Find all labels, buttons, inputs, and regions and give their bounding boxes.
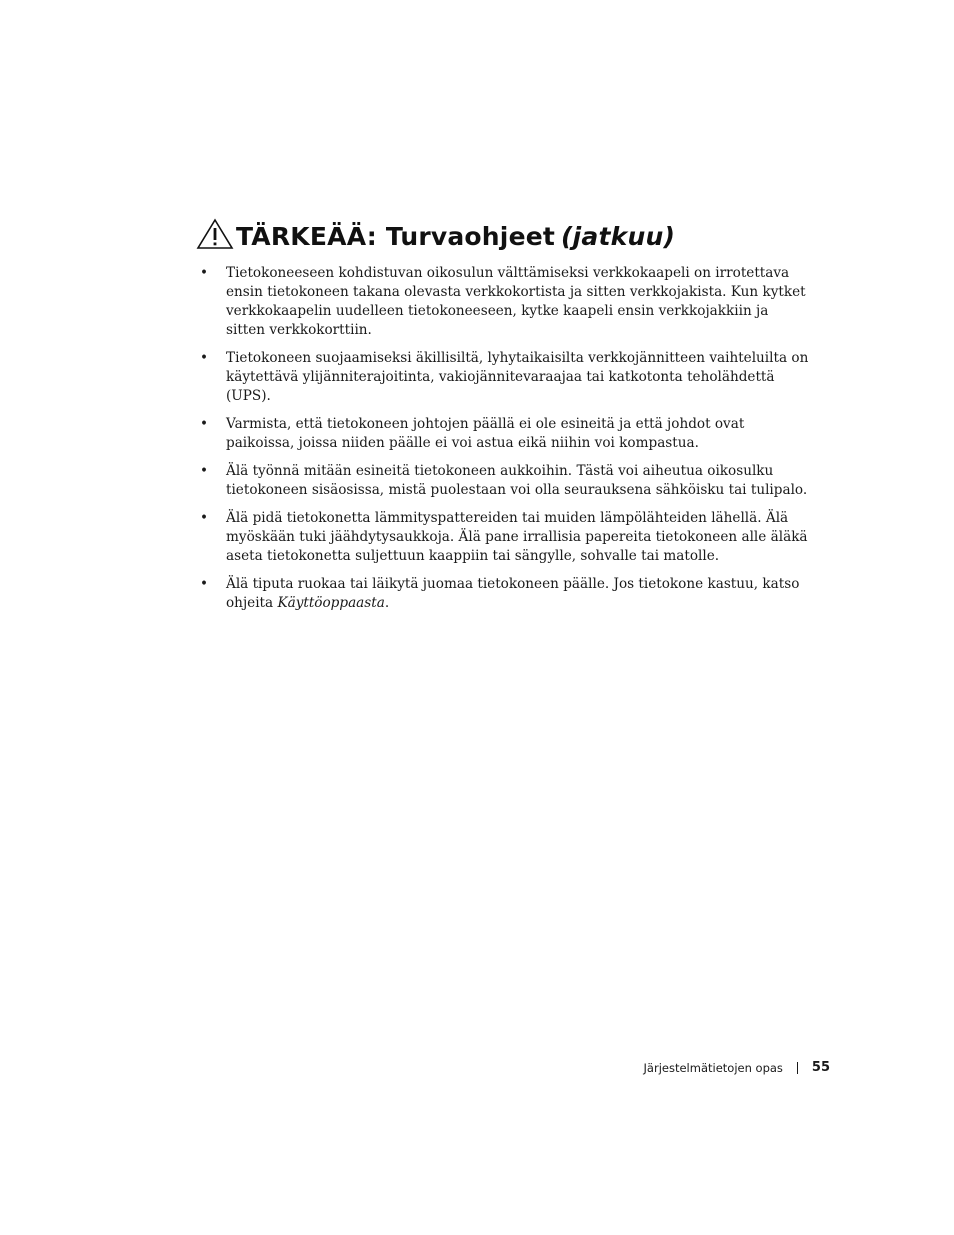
list-item-text: Tietokoneen suojaamiseksi äkillisiltä, lyhytaikaisilta verkkojännitteen vaihteluilta on käytettävä ylijänniterajoitinta, vakiojännitevaraajaa tai katkotonta teholähdettä (UPS). [226, 350, 809, 404]
manual-title: Käyttöoppaasta [277, 595, 385, 611]
page-number: 55 [811, 1060, 830, 1075]
bullet: • [200, 265, 209, 281]
heading-title: TÄRKEÄÄ: Turvaohjeet [236, 222, 556, 251]
section-heading [196, 222, 675, 251]
list-item [198, 264, 810, 340]
bullet: • [200, 416, 209, 432]
heading-continued: (jatkuu) [561, 222, 676, 251]
bullet: • [200, 576, 209, 592]
footer-divider [797, 1062, 798, 1074]
list-item-text: Älä pidä tietokonetta lämmityspattereiden tai muiden lämpölähteiden lähellä. Älä myöskään tuki jäähdytysaukkoja. Älä pane irrallisia papereita tietokoneen alle äläkä aseta tietokonetta suljettuun kaappiin tai sängylle, sohvalle tai matolle. [226, 510, 808, 564]
list-item [198, 509, 810, 566]
bullet: • [200, 350, 209, 366]
bullet: • [200, 510, 209, 526]
bullet: • [200, 463, 209, 479]
safety-list [198, 264, 810, 622]
list-item-text: Varmista, että tietokoneen johtojen päällä ei ole esineitä ja että johdot ovat paikoissa, joissa niiden päälle ei voi astua eikä niihin voi kompastua. [226, 416, 745, 451]
list-item-text: Tietokoneeseen kohdistuvan oikosulun välttämiseksi verkkokaapeli on irrotettava ensin tietokoneen takana olevasta verkkokortista ja sitten verkkojakista. Kun kytket verkkokaapelin uudelleen tietokoneeseen, kytke kaapeli ensin verkkojakkiin ja sitten verkkokorttiin. [226, 265, 806, 338]
list-item [198, 462, 810, 500]
warning-triangle-icon [196, 218, 234, 250]
list-item-text: Älä työnnä mitään esineitä tietokoneen aukkoihin. Tästä voi aiheutua oikosulku tietokoneen sisäosissa, mistä puolestaan voi olla seurauksena sähköisku tai tulipalo. [226, 463, 808, 498]
list-item [198, 349, 810, 406]
list-item-text-start: Älä tiputa ruokaa tai läikytä juomaa tietokoneen päälle. Jos tietokone kastuu, katso ohjeita [226, 576, 800, 611]
list-item [198, 415, 810, 453]
page-footer [644, 1060, 830, 1075]
list-item-text-end: . [384, 595, 390, 611]
list-item [198, 575, 810, 613]
footer-title: Järjestelmätietojen opas [643, 1060, 783, 1075]
list-item-text [226, 576, 799, 611]
